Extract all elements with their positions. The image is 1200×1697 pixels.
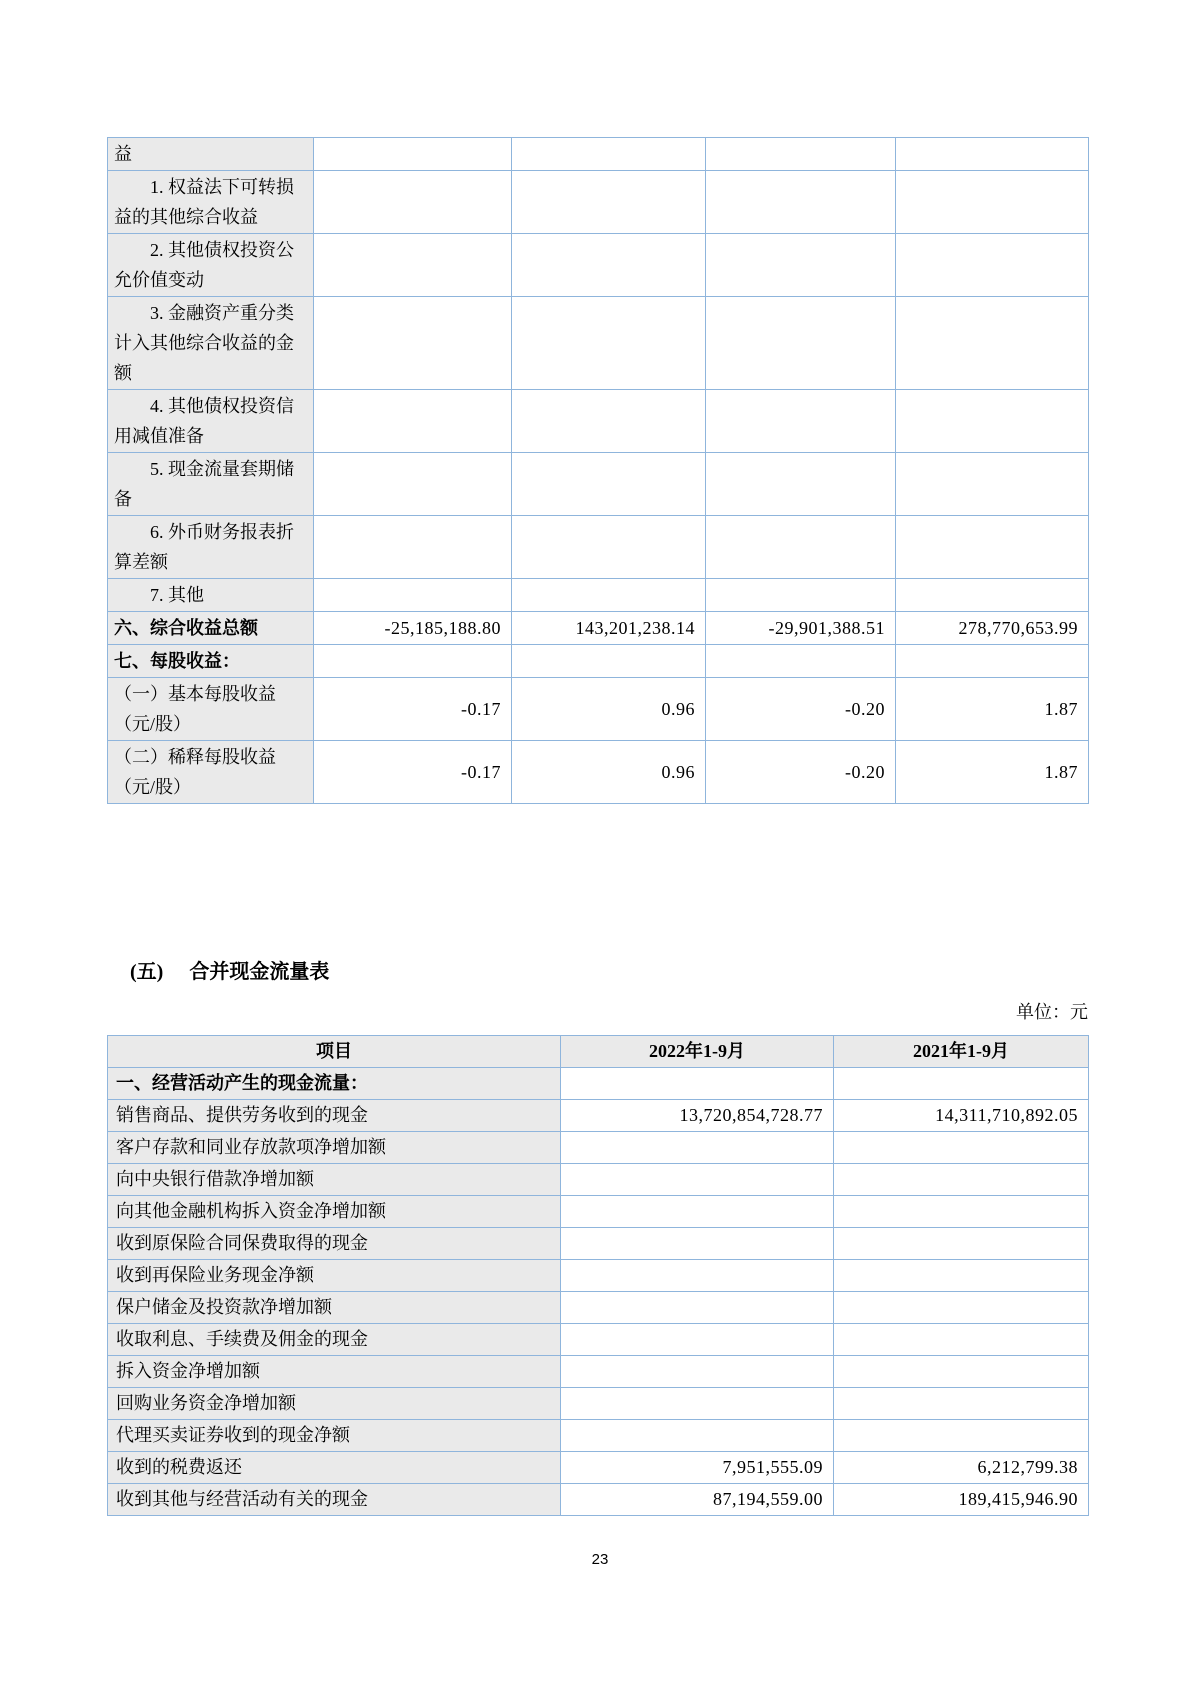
value-cell [896, 171, 1089, 234]
value-cell [314, 171, 512, 234]
value-cell [834, 1292, 1089, 1324]
value-cell: 278,770,653.99 [896, 612, 1089, 645]
value-cell [834, 1420, 1089, 1452]
value-cell [314, 234, 512, 297]
value-cell [512, 516, 706, 579]
value-cell [512, 171, 706, 234]
value-cell [896, 138, 1089, 171]
section-number: (五) [130, 961, 164, 983]
value-cell: 189,415,946.90 [834, 1484, 1089, 1516]
value-cell: -29,901,388.51 [706, 612, 896, 645]
value-cell [706, 516, 896, 579]
row-label-cell: 收到其他与经营活动有关的现金 [108, 1484, 561, 1516]
row-label-cell: 1. 权益法下可转损益的其他综合收益 [108, 171, 314, 234]
value-cell [512, 297, 706, 390]
comprehensive-income-table [107, 137, 1089, 804]
value-cell: 1.87 [896, 741, 1089, 804]
value-cell [561, 1356, 834, 1388]
table-row [108, 1420, 1089, 1452]
value-cell [512, 234, 706, 297]
row-label-cell: 7. 其他 [108, 579, 314, 612]
cash-flow-table-body [108, 1068, 1089, 1516]
value-cell [512, 138, 706, 171]
value-cell [512, 645, 706, 678]
value-cell [512, 390, 706, 453]
table-row [108, 678, 1089, 741]
row-label-cell: 收到原保险合同保费取得的现金 [108, 1228, 561, 1260]
column-header-2022: 2022年1-9月 [561, 1036, 834, 1068]
row-label-cell: （二）稀释每股收益（元/股） [108, 741, 314, 804]
table-row [108, 612, 1089, 645]
value-cell: -0.20 [706, 741, 896, 804]
row-label-cell: 六、综合收益总额 [108, 612, 314, 645]
value-cell [896, 516, 1089, 579]
value-cell [314, 453, 512, 516]
value-cell [314, 516, 512, 579]
table-row [108, 1164, 1089, 1196]
value-cell: -0.20 [706, 678, 896, 741]
row-label-cell: 4. 其他债权投资信用减值准备 [108, 390, 314, 453]
row-label-cell: 收到的税费返还 [108, 1452, 561, 1484]
cash-flow-table [107, 1035, 1089, 1516]
value-cell: 0.96 [512, 741, 706, 804]
table-row [108, 1388, 1089, 1420]
value-cell [834, 1196, 1089, 1228]
value-cell [561, 1388, 834, 1420]
row-label-cell: 销售商品、提供劳务收到的现金 [108, 1100, 561, 1132]
value-cell [561, 1164, 834, 1196]
value-cell [314, 390, 512, 453]
value-cell [706, 453, 896, 516]
value-cell: -25,185,188.80 [314, 612, 512, 645]
section-title: 合并现金流量表 [189, 961, 330, 983]
table-row [108, 138, 1089, 171]
column-header-item: 项目 [108, 1036, 561, 1068]
row-label-cell: 2. 其他债权投资公允价值变动 [108, 234, 314, 297]
value-cell [561, 1196, 834, 1228]
table-row [108, 1324, 1089, 1356]
value-cell: 143,201,238.14 [512, 612, 706, 645]
value-cell [896, 645, 1089, 678]
table-row [108, 579, 1089, 612]
table-row [108, 1484, 1089, 1516]
row-label-cell: 益 [108, 138, 314, 171]
row-label-cell: 收取利息、手续费及佣金的现金 [108, 1324, 561, 1356]
table-row [108, 1260, 1089, 1292]
value-cell [706, 171, 896, 234]
value-cell [834, 1356, 1089, 1388]
table-row [108, 516, 1089, 579]
row-label-cell: （一）基本每股收益（元/股） [108, 678, 314, 741]
value-cell [706, 234, 896, 297]
table-row [108, 645, 1089, 678]
value-cell: 0.96 [512, 678, 706, 741]
value-cell: -0.17 [314, 678, 512, 741]
value-cell [561, 1068, 834, 1100]
value-cell [896, 453, 1089, 516]
value-cell: 14,311,710,892.05 [834, 1100, 1089, 1132]
value-cell [896, 390, 1089, 453]
table-row [108, 741, 1089, 804]
table-row [108, 1068, 1089, 1100]
table-row [108, 1228, 1089, 1260]
table-row [108, 234, 1089, 297]
section-heading [130, 955, 329, 984]
row-label-cell: 向其他金融机构拆入资金净增加额 [108, 1196, 561, 1228]
table-header-row [108, 1036, 1089, 1068]
value-cell: 1.87 [896, 678, 1089, 741]
value-cell: 87,194,559.00 [561, 1484, 834, 1516]
table-row [108, 1292, 1089, 1324]
table-row [108, 297, 1089, 390]
value-cell [314, 645, 512, 678]
value-cell [512, 453, 706, 516]
value-cell: 7,951,555.09 [561, 1452, 834, 1484]
row-label-cell: 向中央银行借款净增加额 [108, 1164, 561, 1196]
value-cell [834, 1324, 1089, 1356]
table-row [108, 1132, 1089, 1164]
value-cell [706, 390, 896, 453]
value-cell [896, 234, 1089, 297]
value-cell [834, 1164, 1089, 1196]
value-cell [314, 138, 512, 171]
page-number: 23 [591, 1551, 609, 1568]
row-label-cell: 保户储金及投资款净增加额 [108, 1292, 561, 1324]
value-cell [834, 1228, 1089, 1260]
value-cell [561, 1132, 834, 1164]
row-label-cell: 收到再保险业务现金净额 [108, 1260, 561, 1292]
value-cell: -0.17 [314, 741, 512, 804]
row-label-cell: 客户存款和同业存放款项净增加额 [108, 1132, 561, 1164]
value-cell [314, 579, 512, 612]
cash-flow-table-header [108, 1036, 1089, 1068]
value-cell [896, 579, 1089, 612]
row-label-cell: 回购业务资金净增加额 [108, 1388, 561, 1420]
value-cell [561, 1292, 834, 1324]
value-cell [834, 1388, 1089, 1420]
value-cell [706, 138, 896, 171]
table-row [108, 453, 1089, 516]
table-row [108, 1356, 1089, 1388]
column-header-2021: 2021年1-9月 [834, 1036, 1089, 1068]
row-label-cell: 一、经营活动产生的现金流量： [108, 1068, 561, 1100]
value-cell [834, 1068, 1089, 1100]
value-cell [706, 297, 896, 390]
value-cell [834, 1132, 1089, 1164]
value-cell [561, 1228, 834, 1260]
row-label-cell: 拆入资金净增加额 [108, 1356, 561, 1388]
value-cell [314, 297, 512, 390]
row-label-cell: 代理买卖证券收到的现金净额 [108, 1420, 561, 1452]
value-cell [706, 579, 896, 612]
row-label-cell: 6. 外币财务报表折算差额 [108, 516, 314, 579]
value-cell [561, 1420, 834, 1452]
value-cell [834, 1260, 1089, 1292]
table-row [108, 390, 1089, 453]
row-label-cell: 5. 现金流量套期储备 [108, 453, 314, 516]
table-row [108, 1196, 1089, 1228]
value-cell [561, 1324, 834, 1356]
value-cell [561, 1260, 834, 1292]
value-cell: 13,720,854,728.77 [561, 1100, 834, 1132]
comprehensive-income-table-body [108, 138, 1089, 804]
row-label-cell: 七、每股收益： [108, 645, 314, 678]
table-row [108, 1452, 1089, 1484]
value-cell [706, 645, 896, 678]
table-row [108, 171, 1089, 234]
value-cell: 6,212,799.38 [834, 1452, 1089, 1484]
table-row [108, 1100, 1089, 1132]
unit-label: 单位：元 [1016, 1002, 1088, 1022]
value-cell [512, 579, 706, 612]
row-label-cell: 3. 金融资产重分类计入其他综合收益的金额 [108, 297, 314, 390]
value-cell [896, 297, 1089, 390]
